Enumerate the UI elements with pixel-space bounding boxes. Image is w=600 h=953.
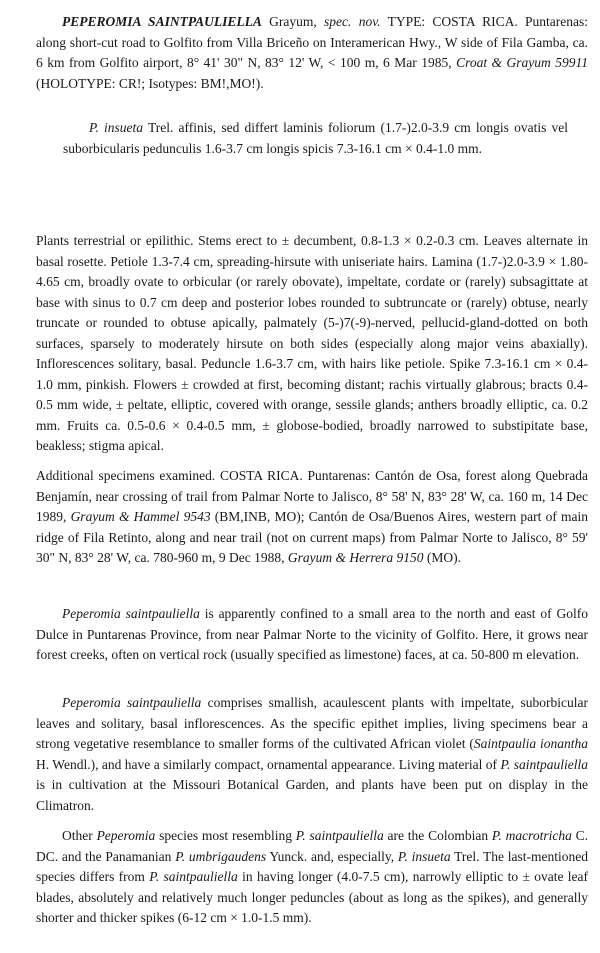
specimen-collector-1: Grayum & Hammel 9543: [70, 509, 211, 524]
specimens-text-3: (MO).: [426, 550, 461, 565]
relatives-species-1: P. saintpauliella: [295, 828, 384, 843]
latin-diagnosis-text: Trel. affinis, sed differt laminis foliorum (1.7-)2.0-3.9 cm longis ovatis vel suborbicularis pedunculis 1.6-3.7 cm longis spicis 7.3-16.1 cm × 0.4-1.0 mm.: [63, 120, 568, 156]
species-author: Grayum,: [269, 14, 317, 29]
relatives-text-3: are the Colombian: [387, 828, 489, 843]
comparison-species-name: Peperomia saintpauliella: [62, 695, 202, 710]
african-violet-name: Saintpaulia ionantha: [473, 736, 588, 751]
latin-diagnosis: [63, 118, 568, 159]
comparison-species-name-2: P. saintpauliella: [500, 756, 589, 772]
type-collectors: Croat & Grayum 59911: [456, 55, 588, 70]
specimens-text-1: Additional specimens examined. COSTA RICA. Puntarenas: Cantón de Osa, forest along Quebrada Benjamín, near crossing of trail from Palmar Norte to Jalisco, 8° 58' N, 83° 28' W, ca. 160 m, 14 Dec 1989,: [36, 468, 588, 524]
specimen-collector-2: Grayum & Herrera 9150: [287, 550, 424, 565]
description-paragraph: Plants terrestrial or epilithic. Stems erect to ± decumbent, 0.8-1.3 × 0.2-0.3 cm. Leaves alternate in basal rosette. Petiole 1.3-7.4 cm, spreading-hirsute with uniseriate hairs. Lamina (1.7-)2.0-3.9 × 1.80-4.65 cm, broadly ovate to orbicular (or rarely obovate), impeltate, cordate or (rarely) subsagittate at base with sinus to 0.7 cm deep and posterior lobes rounded to subtruncate or (rarely) obtuse, nearly truncate or rounded to obtuse apically, palmately (5-)7(-9)-nerved, pellucid-gland-dotted on both surfaces, sparsely to moderately hirsute on both sides (especially along major veins abaxially). Inflorescences solitary, basal. Peduncle 1.6-3.7 cm, with hairs like petiole. Spike 7.3-16.1 cm × 0.4-1.0 mm, pinkish. Flowers ± crowded at first, becoming distant; rachis virtually glabrous; bracts 0.4-0.5 mm wide, ± peltate, elliptic, covered with orange, sessile glands; anthers broadly elliptic, ca. 0.2 mm. Fruits ca. 0.5-0.6 × 0.4-0.5 mm, ± globose-bodied, broadly narrowed to substipitate base, beakless; stigma apical.: [36, 233, 588, 453]
spec-nov-label: spec. nov.: [324, 14, 381, 29]
species-name: PEPEROMIA SAINTPAULIELLA: [62, 14, 262, 29]
relatives-text-1: Other: [62, 828, 93, 843]
relatives-species-2: P. macrotricha: [491, 828, 572, 843]
relatives-species-4: P. insueta: [397, 848, 451, 864]
specimens-text-2: (BM,INB, MO); Cantón de Osa/Buenos Aires, western part of main ridge of Fila Retinto, along and near trail (not on current maps) from Palmar Norte to Jalisco, 8° 59' 30" N, 83° 28' W, ca. 780-960 m, 9 Dec 1988,: [36, 509, 588, 565]
relatives-genus: Peperomia: [96, 828, 156, 843]
distribution-species-name: Peperomia saintpauliella: [62, 606, 200, 621]
relatives-text-5: Yunck. and, especially,: [269, 848, 395, 864]
comparison-paragraph: [36, 693, 588, 816]
relatives-text-2: species most resembling: [159, 828, 292, 843]
protologue-paragraph: [36, 12, 588, 94]
relatives-text-7: in having longer (4.0-7.5 cm), narrowly elliptic to ± ovate leaf blades, absolutely and relatively much longer peduncles (about as long as the spikes), and generally shorter and thicker spikes (6-12 cm × 1.0-1.5 mm).: [36, 869, 589, 925]
relatives-paragraph: [36, 826, 588, 929]
type-locality: TYPE: COSTA RICA. Puntarenas: along short-cut road to Golfito from Villa Briceño on Interamerican Hwy., W side of Fila Gamba, ca. 6 km from Golfito airport, 8° 41' 30" N, 83° 12' W, < 100 m, 6 Mar 1985,: [36, 14, 589, 70]
specimens-paragraph: [36, 466, 588, 569]
type-herbaria: (HOLOTYPE: CR!; Isotypes: BM!,MO!).: [36, 75, 264, 91]
latin-species-name: P. insueta: [89, 120, 144, 135]
comparison-text-3: is in cultivation at the Missouri Botanical Garden, and plants have been put on display in the Climatron.: [36, 777, 588, 813]
distribution-text: is apparently confined to a small area to the north and east of Golfo Dulce in Puntarenas Province, from near Palmar Norte to the vicinity of Golfito. Here, it grows near forest creeks, often on vertical rock (usually specified as limestone) faces, at ca. 50-800 m elevation.: [36, 606, 588, 662]
relatives-species-3: P. umbrigaudens: [175, 848, 267, 864]
distribution-paragraph: [36, 604, 588, 666]
relatives-text-4: C. DC. and the Panamanian: [36, 828, 589, 864]
comparison-text-2: H. Wendl.), and have a similarly compact, ornamental appearance. Living material of: [36, 756, 498, 772]
comparison-text-1: comprises smallish, acaulescent plants with impeltate, suborbicular leaves and solitary, basal inflorescences. As the specific epithet implies, living specimens bear a strong vegetative resemblance to smaller forms of the cultivated African violet (: [36, 695, 589, 751]
relatives-species-5: P. saintpauliella: [149, 869, 238, 884]
relatives-text-6: Trel. The last-mentioned species differs from: [36, 848, 589, 884]
